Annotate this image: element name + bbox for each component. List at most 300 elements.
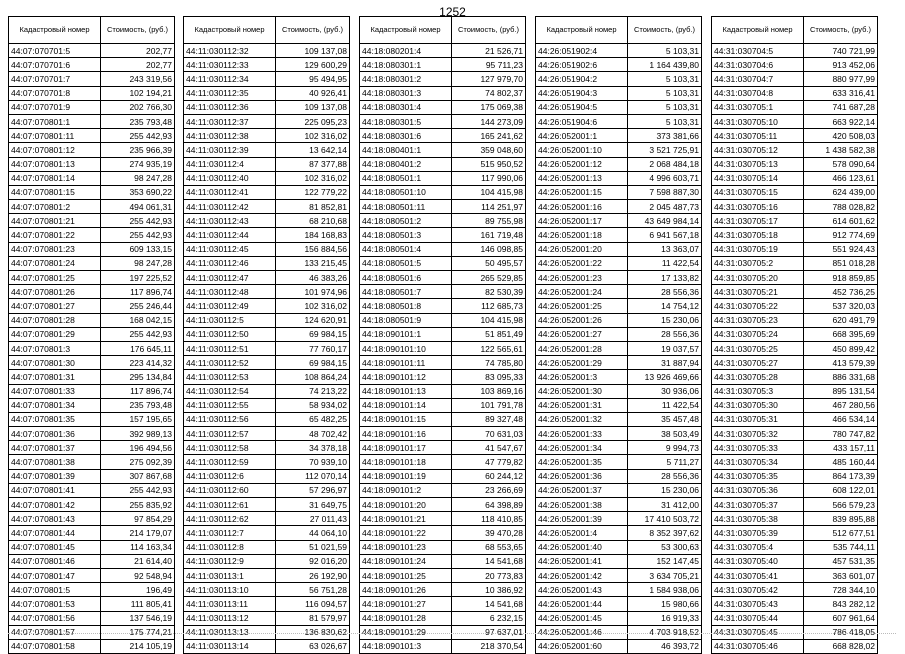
table-row <box>184 44 350 58</box>
table-row <box>712 129 878 143</box>
table-row <box>712 44 878 58</box>
cost-cell: 13 642,14 <box>276 143 350 157</box>
footer-divider <box>8 633 896 638</box>
table-row <box>184 498 350 512</box>
table-row <box>712 313 878 327</box>
cadastral-number-cell: 44:18:090101:21 <box>360 512 452 526</box>
table-row <box>536 171 702 185</box>
table-row <box>184 512 350 526</box>
table-row <box>536 583 702 597</box>
cadastral-number-cell: 44:11:030112:54 <box>184 384 276 398</box>
table-row <box>9 427 175 441</box>
table-row <box>9 526 175 540</box>
table-row <box>9 639 175 653</box>
table-row <box>360 568 526 582</box>
cost-cell: 5 103,31 <box>628 100 702 114</box>
cadastral-number-cell: 44:07:070801:3 <box>9 341 101 355</box>
cost-cell: 13 926 469,66 <box>628 370 702 384</box>
table-row <box>184 412 350 426</box>
table-row <box>9 228 175 242</box>
cadastral-number-cell: 44:26:052001:36 <box>536 469 628 483</box>
cadastral-number-cell: 44:26:051902:4 <box>536 44 628 58</box>
cost-cell: 98 247,28 <box>101 256 175 270</box>
cost-cell: 537 320,03 <box>804 299 878 313</box>
table-row <box>360 58 526 72</box>
cadastral-number-cell: 44:11:030113:10 <box>184 583 276 597</box>
table-row <box>360 228 526 242</box>
table-row <box>536 44 702 58</box>
cost-cell: 69 984,15 <box>276 356 350 370</box>
cadastral-number-cell: 44:26:052001:42 <box>536 568 628 582</box>
table-row <box>536 86 702 100</box>
cadastral-number-cell: 44:07:070801:24 <box>9 256 101 270</box>
table-row <box>360 256 526 270</box>
cost-cell: 16 919,33 <box>628 611 702 625</box>
table-row <box>184 370 350 384</box>
cost-cell: 633 316,41 <box>804 86 878 100</box>
cost-cell: 196 494,56 <box>101 441 175 455</box>
cadastral-number-cell: 44:18:080501:2 <box>360 214 452 228</box>
table-row <box>184 72 350 86</box>
table-row <box>184 583 350 597</box>
cost-cell: 122 779,22 <box>276 185 350 199</box>
cost-cell: 15 980,66 <box>628 597 702 611</box>
cadastral-number-cell: 44:11:030113:12 <box>184 611 276 625</box>
cost-cell: 895 131,54 <box>804 384 878 398</box>
cost-cell: 46 393,72 <box>628 639 702 653</box>
cost-cell: 95 711,23 <box>452 58 526 72</box>
cadastral-number-cell: 44:26:052001:29 <box>536 356 628 370</box>
cost-cell: 60 244,12 <box>452 469 526 483</box>
cost-cell: 109 137,08 <box>276 100 350 114</box>
cost-cell: 4 996 603,71 <box>628 171 702 185</box>
cost-cell: 102 316,02 <box>276 299 350 313</box>
cost-cell: 124 620,91 <box>276 313 350 327</box>
cost-cell: 74 785,80 <box>452 356 526 370</box>
table-row <box>712 285 878 299</box>
cost-cell: 152 147,45 <box>628 554 702 568</box>
cadastral-number-cell: 44:18:090101:17 <box>360 441 452 455</box>
cadastral-number-cell: 44:07:070801:44 <box>9 526 101 540</box>
cadastral-number-cell: 44:31:030705:14 <box>712 171 804 185</box>
cost-cell: 5 103,31 <box>628 86 702 100</box>
table-row <box>184 58 350 72</box>
cadastral-number-cell: 44:18:090101:12 <box>360 370 452 384</box>
table-row <box>184 171 350 185</box>
cost-cell: 433 157,11 <box>804 441 878 455</box>
table-row <box>184 228 350 242</box>
cost-cell: 81 852,81 <box>276 200 350 214</box>
cadastral-number-cell: 44:07:070801:30 <box>9 356 101 370</box>
cadastral-number-cell: 44:07:070701:6 <box>9 58 101 72</box>
cadastral-number-cell: 44:31:030705:28 <box>712 370 804 384</box>
cost-cell: 41 547,67 <box>452 441 526 455</box>
cadastral-number-cell: 44:07:070801:35 <box>9 412 101 426</box>
cost-cell: 19 037,57 <box>628 341 702 355</box>
cadastral-number-cell: 44:31:030704:8 <box>712 86 804 100</box>
table-row <box>9 171 175 185</box>
table-row <box>712 611 878 625</box>
cadastral-number-cell: 44:11:030112:51 <box>184 341 276 355</box>
table-row <box>9 611 175 625</box>
table-row <box>184 129 350 143</box>
cost-cell: 255 442,93 <box>101 483 175 497</box>
cost-cell: 7 598 887,30 <box>628 185 702 199</box>
cadastral-number-cell: 44:11:030113:13 <box>184 625 276 639</box>
cost-cell: 624 439,00 <box>804 185 878 199</box>
cost-cell: 89 327,48 <box>452 412 526 426</box>
cost-cell: 50 495,57 <box>452 256 526 270</box>
cost-cell: 46 383,26 <box>276 271 350 285</box>
cadastral-number-cell: 44:07:070801:58 <box>9 639 101 653</box>
table-row <box>536 143 702 157</box>
cost-cell: 48 702,42 <box>276 427 350 441</box>
cadastral-number-cell: 44:18:080501:11 <box>360 200 452 214</box>
cadastral-number-cell: 44:26:052001:24 <box>536 285 628 299</box>
cost-cell: 918 859,85 <box>804 271 878 285</box>
cadastral-number-cell: 44:31:030705:27 <box>712 356 804 370</box>
table-row <box>360 72 526 86</box>
cadastral-number-cell: 44:31:030705:33 <box>712 441 804 455</box>
cadastral-number-cell: 44:31:030705:25 <box>712 341 804 355</box>
cadastral-number-cell: 44:31:030705:1 <box>712 100 804 114</box>
cost-cell: 23 266,69 <box>452 483 526 497</box>
cost-cell: 202,77 <box>101 44 175 58</box>
table-row <box>360 384 526 398</box>
cost-cell: 255 442,93 <box>101 214 175 228</box>
cadastral-number-cell: 44:31:030705:42 <box>712 583 804 597</box>
cost-cell: 114 251,97 <box>452 200 526 214</box>
table-row <box>536 200 702 214</box>
cadastral-number-cell: 44:26:052001:35 <box>536 455 628 469</box>
table-row <box>536 214 702 228</box>
cadastral-number-cell: 44:18:090101:3 <box>360 639 452 653</box>
cadastral-number-cell: 44:31:030705:17 <box>712 214 804 228</box>
table-row <box>184 455 350 469</box>
table-row <box>536 285 702 299</box>
cost-cell: 68 210,68 <box>276 214 350 228</box>
cost-cell: 912 774,69 <box>804 228 878 242</box>
cadastral-number-cell: 44:11:030112:52 <box>184 356 276 370</box>
cadastral-number-cell: 44:07:070801:57 <box>9 625 101 639</box>
cost-cell: 109 137,08 <box>276 44 350 58</box>
cadastral-number-cell: 44:07:070801:21 <box>9 214 101 228</box>
cadastral-number-cell: 44:26:052001:39 <box>536 512 628 526</box>
cost-header: Стоимость, (руб.) <box>452 17 526 44</box>
cadastral-number-cell: 44:26:052001:43 <box>536 583 628 597</box>
cost-cell: 307 867,68 <box>101 469 175 483</box>
cadastral-number-cell: 44:07:070801:25 <box>9 271 101 285</box>
cadastral-number-cell: 44:07:070801:5 <box>9 583 101 597</box>
cost-cell: 5 103,31 <box>628 44 702 58</box>
cost-cell: 255 442,93 <box>101 228 175 242</box>
table-row <box>712 469 878 483</box>
cost-cell: 30 936,06 <box>628 384 702 398</box>
cadastral-number-cell: 44:26:051902:6 <box>536 58 628 72</box>
cadastral-number-cell: 44:18:080301:1 <box>360 58 452 72</box>
table-row <box>712 455 878 469</box>
cadastral-number-cell: 44:26:052001:20 <box>536 242 628 256</box>
cost-cell: 44 064,10 <box>276 526 350 540</box>
cadastral-number-cell: 44:26:052001:27 <box>536 327 628 341</box>
table-row <box>712 242 878 256</box>
cost-cell: 31 887,94 <box>628 356 702 370</box>
cost-cell: 609 133,15 <box>101 242 175 256</box>
cadastral-number-cell: 44:31:030705:36 <box>712 483 804 497</box>
cadastral-table-3 <box>359 16 526 654</box>
cadastral-number-cell: 44:18:090101:16 <box>360 427 452 441</box>
cadastral-number-cell: 44:18:090101:14 <box>360 398 452 412</box>
table-row <box>712 540 878 554</box>
cadastral-number-cell: 44:07:070801:53 <box>9 597 101 611</box>
cost-cell: 65 482,25 <box>276 412 350 426</box>
cadastral-number-cell: 44:07:070801:46 <box>9 554 101 568</box>
cost-cell: 4 703 918,52 <box>628 625 702 639</box>
cost-cell: 851 018,28 <box>804 256 878 270</box>
table-row <box>184 469 350 483</box>
table-row <box>536 58 702 72</box>
cost-cell: 255 835,92 <box>101 498 175 512</box>
cost-cell: 913 452,06 <box>804 58 878 72</box>
cost-cell: 20 773,83 <box>452 568 526 582</box>
table-row <box>9 114 175 128</box>
cadastral-number-cell: 44:31:030705:13 <box>712 157 804 171</box>
cadastral-number-cell: 44:26:051904:6 <box>536 114 628 128</box>
cost-cell: 466 534,14 <box>804 412 878 426</box>
table-row <box>536 313 702 327</box>
cost-cell: 515 950,52 <box>452 157 526 171</box>
table-row <box>536 412 702 426</box>
cost-cell: 780 747,82 <box>804 427 878 441</box>
cadastral-number-cell: 44:07:070801:45 <box>9 540 101 554</box>
cost-cell: 353 690,22 <box>101 185 175 199</box>
cadastral-number-cell: 44:11:030112:45 <box>184 242 276 256</box>
cadastral-number-cell: 44:18:090101:11 <box>360 356 452 370</box>
cost-cell: 34 378,18 <box>276 441 350 455</box>
cadastral-number-cell: 44:11:030112:37 <box>184 114 276 128</box>
cost-cell: 101 791,78 <box>452 398 526 412</box>
cadastral-number-cell: 44:31:030705:45 <box>712 625 804 639</box>
table-row <box>184 554 350 568</box>
cadastral-number-cell: 44:26:052001:1 <box>536 129 628 143</box>
cadastral-number-cell: 44:26:052001:34 <box>536 441 628 455</box>
table-row <box>360 639 526 653</box>
cadastral-number-cell: 44:18:090101:25 <box>360 568 452 582</box>
table-row <box>712 427 878 441</box>
table-header-row <box>9 17 175 44</box>
cost-cell: 168 042,15 <box>101 313 175 327</box>
cost-cell: 265 529,85 <box>452 271 526 285</box>
cadastral-number-cell: 44:11:030112:48 <box>184 285 276 299</box>
cadastral-number-cell: 44:07:070801:11 <box>9 129 101 143</box>
cadastral-number-cell: 44:18:090101:29 <box>360 625 452 639</box>
cadastral-number-cell: 44:26:051904:5 <box>536 100 628 114</box>
table-row <box>360 455 526 469</box>
cost-cell: 157 195,65 <box>101 412 175 426</box>
cadastral-number-cell: 44:18:080501:4 <box>360 242 452 256</box>
cadastral-number-cell: 44:31:030704:5 <box>712 44 804 58</box>
table-row <box>184 200 350 214</box>
cost-cell: 566 579,23 <box>804 498 878 512</box>
cost-cell: 40 926,41 <box>276 86 350 100</box>
table-row <box>536 611 702 625</box>
cost-cell: 83 095,33 <box>452 370 526 384</box>
cost-cell: 70 939,10 <box>276 455 350 469</box>
table-row <box>184 483 350 497</box>
cadastral-number-cell: 44:18:080301:6 <box>360 129 452 143</box>
cadastral-number-cell: 44:26:052001:40 <box>536 540 628 554</box>
cadastral-number-cell: 44:11:030112:35 <box>184 86 276 100</box>
table-row <box>9 512 175 526</box>
cost-cell: 614 601,62 <box>804 214 878 228</box>
cadastral-number-cell: 44:26:052001:46 <box>536 625 628 639</box>
table-row <box>712 228 878 242</box>
cost-cell: 457 531,35 <box>804 554 878 568</box>
cadastral-number-cell: 44:11:030112:47 <box>184 271 276 285</box>
cadastral-number-cell: 44:11:030112:50 <box>184 327 276 341</box>
table-row <box>712 639 878 653</box>
cost-cell: 728 344,10 <box>804 583 878 597</box>
cadastral-number-cell: 44:31:030705:10 <box>712 114 804 128</box>
cadastral-number-cell: 44:18:080501:5 <box>360 256 452 270</box>
cadastral-number-cell: 44:26:052001:23 <box>536 271 628 285</box>
cadastral-number-cell: 44:07:070801:22 <box>9 228 101 242</box>
table-row <box>360 469 526 483</box>
table-row <box>9 412 175 426</box>
table-row <box>712 398 878 412</box>
cost-cell: 10 386,92 <box>452 583 526 597</box>
cost-cell: 235 793,48 <box>101 114 175 128</box>
table-row <box>712 299 878 313</box>
cost-cell: 117 990,06 <box>452 171 526 185</box>
cadastral-number-cell: 44:11:030112:6 <box>184 469 276 483</box>
cost-cell: 1 584 938,06 <box>628 583 702 597</box>
cadastral-number-cell: 44:26:051904:2 <box>536 72 628 86</box>
cadastral-number-cell: 44:07:070801:2 <box>9 200 101 214</box>
table-row <box>536 597 702 611</box>
cadastral-number-cell: 44:11:030113:14 <box>184 639 276 653</box>
cost-cell: 11 422,54 <box>628 398 702 412</box>
table-row <box>9 597 175 611</box>
cost-cell: 137 546,19 <box>101 611 175 625</box>
cost-cell: 668 828,02 <box>804 639 878 653</box>
cadastral-number-cell: 44:18:080501:6 <box>360 271 452 285</box>
table-row <box>9 256 175 270</box>
cadastral-number-cell: 44:26:052001:44 <box>536 597 628 611</box>
cadastral-number-cell: 44:07:070701:7 <box>9 72 101 86</box>
cost-cell: 63 026,67 <box>276 639 350 653</box>
cost-cell: 15 230,06 <box>628 313 702 327</box>
cost-cell: 95 494,95 <box>276 72 350 86</box>
cost-cell: 485 160,44 <box>804 455 878 469</box>
cadastral-number-cell: 44:31:030705:18 <box>712 228 804 242</box>
cadastral-number-cell: 44:07:070801:39 <box>9 469 101 483</box>
table-row <box>9 498 175 512</box>
cadastral-number-cell: 44:07:070801:47 <box>9 568 101 582</box>
table-row <box>360 498 526 512</box>
cost-cell: 235 966,39 <box>101 143 175 157</box>
cadastral-number-cell: 44:31:030705:35 <box>712 469 804 483</box>
table-row <box>184 540 350 554</box>
table-row <box>712 341 878 355</box>
table-row <box>360 554 526 568</box>
cadastral-number-cell: 44:26:052001:3 <box>536 370 628 384</box>
cost-cell: 129 600,29 <box>276 58 350 72</box>
cost-cell: 214 179,07 <box>101 526 175 540</box>
cost-cell: 274 935,19 <box>101 157 175 171</box>
cadastral-number-cell: 44:18:080301:4 <box>360 100 452 114</box>
table-row <box>184 341 350 355</box>
table-row <box>712 356 878 370</box>
table-row <box>536 441 702 455</box>
cadastral-number-cell: 44:11:030112:38 <box>184 129 276 143</box>
cadastral-number-cell: 44:18:080501:1 <box>360 171 452 185</box>
table-row <box>9 540 175 554</box>
table-row <box>360 114 526 128</box>
table-row <box>360 129 526 143</box>
cadastral-number-cell: 44:11:030112:53 <box>184 370 276 384</box>
table-row <box>536 157 702 171</box>
cadastral-number-cell: 44:31:030705:20 <box>712 271 804 285</box>
cadastral-number-cell: 44:11:030112:41 <box>184 185 276 199</box>
cadastral-number-cell: 44:11:030112:46 <box>184 256 276 270</box>
cost-cell: 117 896,74 <box>101 285 175 299</box>
cadastral-number-cell: 44:31:030705:41 <box>712 568 804 582</box>
cost-cell: 165 241,62 <box>452 129 526 143</box>
cadastral-number-cell: 44:11:030112:44 <box>184 228 276 242</box>
cadastral-number-cell: 44:11:030112:33 <box>184 58 276 72</box>
cadastral-number-cell: 44:31:030705:32 <box>712 427 804 441</box>
cadastral-number-cell: 44:26:052001:13 <box>536 171 628 185</box>
cadastral-number-cell: 44:26:052001:4 <box>536 526 628 540</box>
cost-cell: 21 614,40 <box>101 554 175 568</box>
cost-cell: 13 363,07 <box>628 242 702 256</box>
cadastral-number-cell: 44:18:090101:15 <box>360 412 452 426</box>
cost-cell: 26 192,90 <box>276 568 350 582</box>
table-row <box>536 526 702 540</box>
table-row <box>712 412 878 426</box>
cost-cell: 175 069,38 <box>452 100 526 114</box>
cost-cell: 608 122,01 <box>804 483 878 497</box>
cadastral-number-cell: 44:26:052001:15 <box>536 185 628 199</box>
cost-cell: 103 869,16 <box>452 384 526 398</box>
cadastral-number-cell: 44:11:030112:40 <box>184 171 276 185</box>
cadastral-number-cell: 44:18:080201:4 <box>360 44 452 58</box>
cost-cell: 196,49 <box>101 583 175 597</box>
cadastral-number-cell: 44:07:070801:15 <box>9 185 101 199</box>
table-row <box>536 114 702 128</box>
cost-cell: 74 213,22 <box>276 384 350 398</box>
table-row <box>360 441 526 455</box>
cadastral-number-cell: 44:31:030705:38 <box>712 512 804 526</box>
cost-header: Стоимость, (руб.) <box>101 17 175 44</box>
cost-cell: 6 232,15 <box>452 611 526 625</box>
table-row <box>536 498 702 512</box>
table-row <box>184 427 350 441</box>
cost-cell: 28 556,36 <box>628 285 702 299</box>
cost-cell: 77 760,17 <box>276 341 350 355</box>
cadastral-number-cell: 44:31:030705:23 <box>712 313 804 327</box>
cadastral-number-cell: 44:26:052001:41 <box>536 554 628 568</box>
cost-cell: 28 556,36 <box>628 327 702 341</box>
cost-cell: 39 470,28 <box>452 526 526 540</box>
table-row <box>712 384 878 398</box>
cadastral-number-cell: 44:18:080501:7 <box>360 285 452 299</box>
table-row <box>9 327 175 341</box>
table-row <box>360 214 526 228</box>
table-row <box>360 242 526 256</box>
table-row <box>360 526 526 540</box>
